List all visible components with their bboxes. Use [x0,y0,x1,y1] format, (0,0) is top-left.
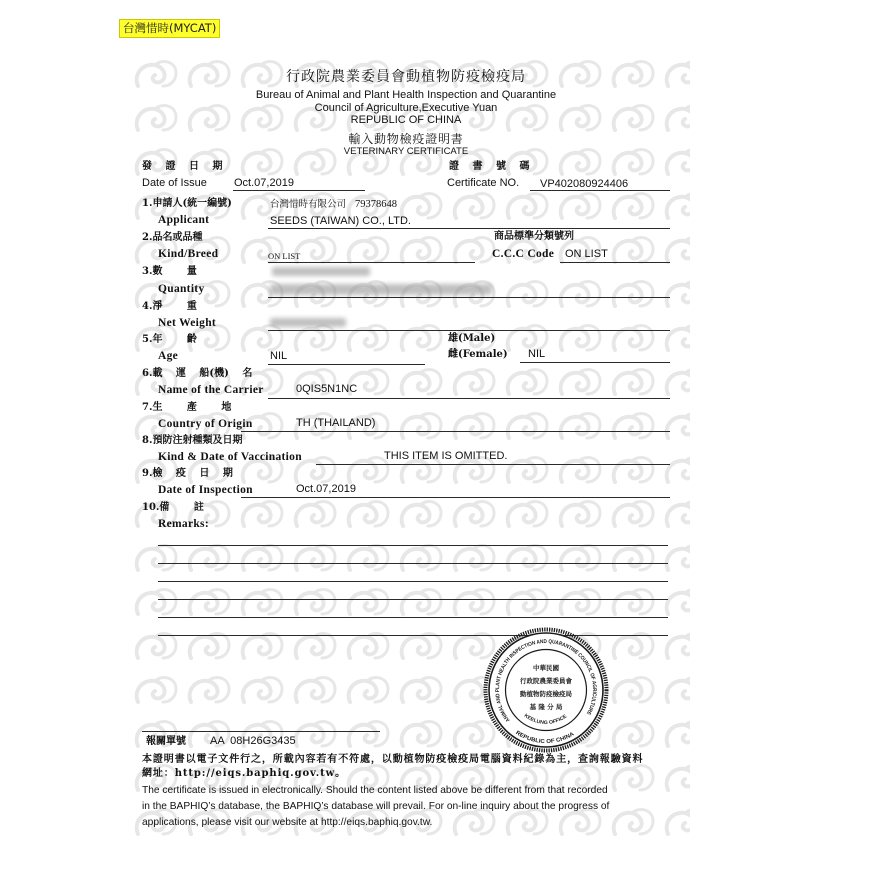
certificate-title-zh: 輸入動物檢疫證明書 [348,132,464,146]
ccc-code-label-zh: 商品標準分類號列 [494,231,574,242]
origin-value: TH (THAILAND) [296,417,376,429]
quantity-underline [268,297,670,298]
remarks-line [158,563,668,564]
net-weight-underline [268,330,670,331]
remarks-line [158,581,668,582]
carrier-label-en: Name of the Carrier [158,384,264,396]
inspection-label-zh: 9.檢 疫 日 期 [142,468,233,479]
carrier-underline [268,398,670,399]
agency-name-zh: 行政院農業委員會動植物防疫檢疫局 [286,69,526,85]
net-weight-label-zh: 4.淨 重 [142,301,197,312]
sex-underline [520,362,670,363]
applicant-underline [268,228,670,229]
female-label: 雌(Female) [448,349,508,360]
ccc-code-value: ON LIST [565,248,608,260]
sex-value: NIL [528,348,546,360]
origin-underline [241,431,670,432]
kind-breed-underline [268,262,475,263]
kind-breed-label-en: Kind/Breed [158,248,219,260]
seal-inner-bottom-text: KEELUNG OFFICE [522,712,568,727]
remarks-line [158,545,668,546]
certificate-title-en: VETERINARY CERTIFICATE [343,146,469,157]
seal-line-4: 基 隆 分 局 [529,703,563,711]
quantity-label-zh: 3.數 量 [142,266,197,277]
quantity-redacted-line1 [272,267,370,276]
seal-line-1: 中華民國 [533,664,559,672]
net-weight-label-en: Net Weight [158,317,217,329]
kind-breed-label-zh: 2.品名或品種 [142,232,203,243]
agency-name-en-line2: Council of Agriculture,Executive Yuan [314,102,498,114]
vaccination-underline [316,464,670,465]
seal-line-3: 動植物防疫檢疫局 [520,690,572,698]
remarks-line [158,599,668,600]
notice-zh-line2: 網址：http://eiqs.baphiq.gov.tw。 [142,768,347,779]
vaccination-label-en: Kind & Date of Vaccination [158,451,302,463]
vaccination-value: THIS ITEM IS OMITTED. [384,450,508,462]
age-value: NIL [270,350,288,362]
ccc-code-label-en: C.C.C Code [492,248,555,260]
age-label-zh: 5.年 齡 [142,334,197,345]
declaration-number: AA 08H26G3435 [210,735,296,747]
kind-breed-value: ON LIST [268,251,301,261]
certificate-no-label-zh: 證 書 號 碼 [449,161,530,172]
issue-date-value: Oct.07,2019 [234,177,294,189]
inspection-underline [241,497,670,498]
net-weight-redacted [270,318,346,327]
remarks-label-zh: 10.備 註 [142,502,204,513]
declaration-rule [142,731,380,732]
carrier-value: 0QIS5N1NC [296,383,358,395]
inspection-value: Oct.07,2019 [296,483,356,495]
age-underline [268,364,425,365]
inspection-label-en: Date of Inspection [158,484,253,496]
remarks-line [158,617,668,618]
notice-en-line1: The certificate is issued in electronically. Should the content listed above be different from that recorded [142,785,608,796]
ccc-code-underline [560,262,670,263]
certificate-no-value: VP402080924406 [540,178,629,190]
remarks-label-en: Remarks: [158,518,209,530]
applicant-tax-id: 79378648 [355,199,397,210]
vaccination-label-zh: 8.預防注射種類及日期 [142,435,243,446]
origin-label-en: Country of Origin [158,418,253,430]
notice-zh-line1: 本證明書以電子文件行之，所載內容若有不符處，以動植物防疫檢疫局電腦資料紀錄為主，查詢報驗資料 [142,754,644,765]
quantity-redacted-line2 [270,284,492,295]
carrier-label-zh: 6.載 運 船(機) 名 [142,368,253,379]
issue-date-label-en: Date of Issue [142,177,207,189]
notice-en-line3: applications, please visit our website at http://eiqs.baphiq.gov.tw. [142,817,433,828]
applicant-value: SEEDS (TAIWAN) CO., LTD. [270,215,411,227]
notice-en-line2: in the BAPHIQ’s database, the BAPHIQ’s database will prevail. For on-line inquiry about the progress of [142,801,610,812]
seal-ring-bottom-text: REPUBLIC OF CHINA [514,730,576,746]
issue-date-underline [233,190,365,191]
declaration-label: 報關單號 [146,736,186,747]
certificate-no-underline [530,190,670,191]
country-name: REPUBLIC OF CHINA [350,114,462,126]
certificate-no-label-en: Certificate NO. [447,177,520,189]
source-tag: 台灣惜時(MYCAT) [119,19,220,38]
quantity-label-en: Quantity [158,283,205,295]
official-seal [482,626,610,754]
applicant-name-zh: 台灣惜時有限公司 [270,199,347,210]
applicant-label-zh: 1.申請人(統一編號) [142,198,232,209]
applicant-label-en: Applicant [158,214,210,226]
age-label-en: Age [158,350,179,362]
agency-name-en-line1: Bureau of Animal and Plant Health Inspection and Quarantine [255,89,557,101]
seal-ring-top-text: ANIMAL AND PLANT HEALTH INSPECTION AND QUARANTINE COUNCIL OF AGRICULTURE [494,638,598,723]
male-label: 雄(Male) [448,333,496,344]
origin-label-zh: 7.生 產 地 [142,402,232,413]
seal-line-2: 行政院農業委員會 [520,677,572,685]
issue-date-label-zh: 發 證 日 期 [142,161,223,172]
